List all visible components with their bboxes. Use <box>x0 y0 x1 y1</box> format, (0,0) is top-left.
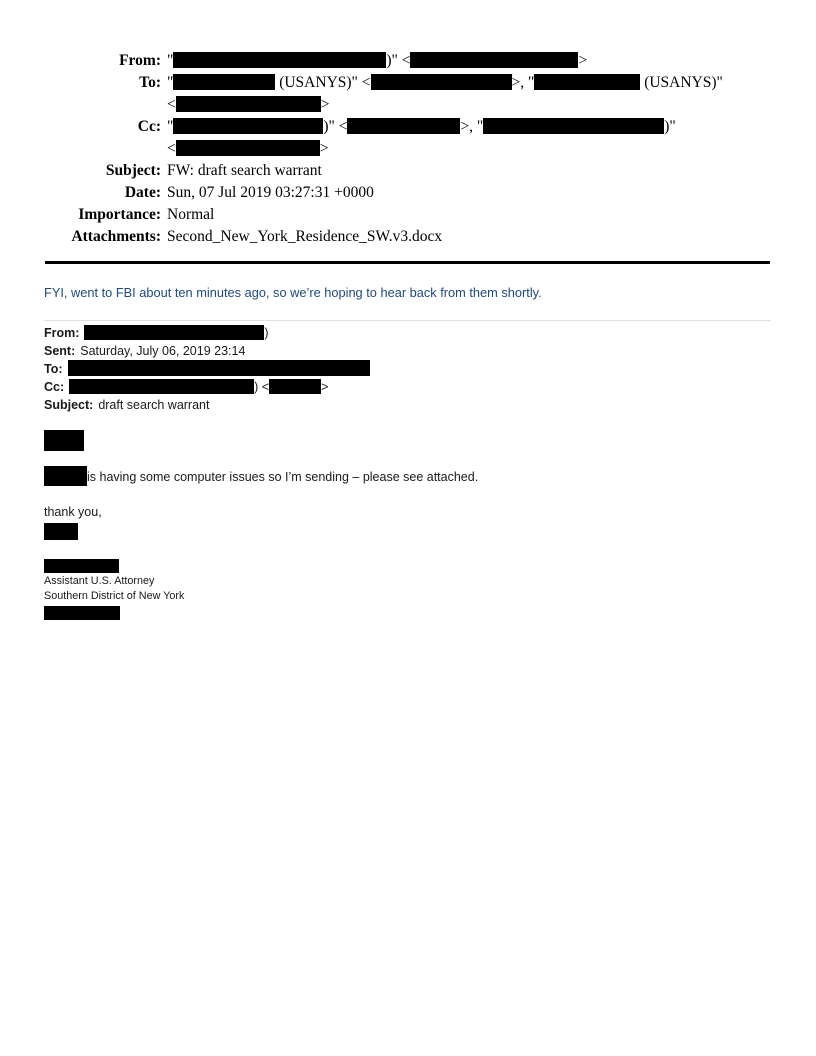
field-label: Cc: <box>44 380 65 394</box>
redaction-bar <box>173 74 275 90</box>
header-row <box>44 360 771 378</box>
separator-thick <box>45 261 770 264</box>
redaction-bar <box>84 325 264 340</box>
field-value <box>167 72 771 116</box>
field-label: To: <box>44 362 63 376</box>
text-fragment: > <box>320 96 330 113</box>
field-label: Sent: <box>44 344 76 358</box>
redaction-bar <box>176 140 320 156</box>
field-label: Subject: <box>105 162 161 179</box>
redaction-bar <box>269 379 321 394</box>
signature-office: Southern District of New York <box>44 590 185 602</box>
field-label: Subject: <box>44 398 94 412</box>
redaction-bar <box>173 52 386 68</box>
redaction-bar <box>410 52 578 68</box>
text-fragment: (USANYS)" < <box>275 74 371 91</box>
closing-line: thank you, <box>44 505 102 519</box>
text-fragment: " <box>167 52 174 69</box>
redaction-bar <box>534 74 640 90</box>
field-value <box>69 380 328 394</box>
field-value: FW: draft search warrant <box>167 162 322 179</box>
field-value <box>167 50 771 72</box>
redaction-bar <box>483 118 664 134</box>
fyi-note: FYI, went to FBI about ten minutes ago, so we’re hoping to hear back from them shortly. <box>44 285 542 300</box>
header-row <box>44 50 771 72</box>
text-fragment: )" < <box>323 118 348 135</box>
field-label: Importance: <box>78 206 161 223</box>
text-fragment: (USANYS)" <box>640 74 723 91</box>
signature-title: Assistant U.S. Attorney <box>44 575 155 587</box>
field-label: Date: <box>124 184 161 201</box>
redaction-bar <box>68 360 370 376</box>
redaction-bar <box>371 74 512 90</box>
field-value: Normal <box>167 206 215 223</box>
text-fragment: )" < <box>386 52 411 69</box>
redaction-bar <box>69 379 254 394</box>
field-value: Second_New_York_Residence_SW.v3.docx <box>167 228 443 245</box>
redaction-bar <box>347 118 460 134</box>
header-row <box>44 116 771 160</box>
email-header-top <box>44 50 771 248</box>
forwarded-email-header <box>44 324 771 414</box>
field-value: Sun, 07 Jul 2019 03:27:31 +0000 <box>167 184 374 201</box>
text-fragment: > <box>578 52 588 69</box>
field-value <box>167 116 771 160</box>
text-fragment: >, " <box>511 74 535 91</box>
text-fragment: > <box>321 380 329 394</box>
text-fragment: )" <box>664 118 676 135</box>
header-row <box>44 160 771 182</box>
text-fragment: >, " <box>460 118 484 135</box>
text-fragment: < <box>167 96 176 113</box>
text-fragment: > <box>319 140 329 157</box>
redaction-bar <box>176 96 321 112</box>
field-value: draft search warrant <box>98 398 210 412</box>
field-label: To: <box>139 74 161 91</box>
field-value <box>68 362 370 376</box>
header-row <box>44 226 771 248</box>
field-label: From: <box>44 326 80 340</box>
redaction-bar <box>173 118 323 134</box>
header-row <box>44 204 771 226</box>
header-row <box>44 396 771 414</box>
redaction-bar <box>44 523 78 540</box>
text-fragment: " <box>167 118 174 135</box>
text-fragment: ) < <box>254 380 270 394</box>
redaction-bar <box>44 606 120 620</box>
redaction-bar <box>44 466 87 486</box>
field-label: Cc: <box>137 118 161 135</box>
text-fragment: < <box>167 140 176 157</box>
field-label: From: <box>119 52 161 69</box>
body-line <box>44 466 771 487</box>
text-fragment: is having some computer issues so I’m sending – please see attached. <box>87 470 479 484</box>
signature-block <box>44 559 771 620</box>
redaction-bar <box>44 559 119 573</box>
text-fragment: " <box>167 74 174 91</box>
field-value: Saturday, July 06, 2019 23:14 <box>80 344 246 358</box>
header-row <box>44 182 771 204</box>
header-row <box>44 342 771 360</box>
header-row <box>44 378 771 396</box>
header-row <box>44 324 771 342</box>
field-value <box>84 326 268 340</box>
text-fragment: ) <box>264 326 269 340</box>
header-row <box>44 72 771 116</box>
separator-thin <box>44 320 771 321</box>
field-label: Attachments: <box>71 228 161 245</box>
redaction-bar <box>44 430 84 451</box>
